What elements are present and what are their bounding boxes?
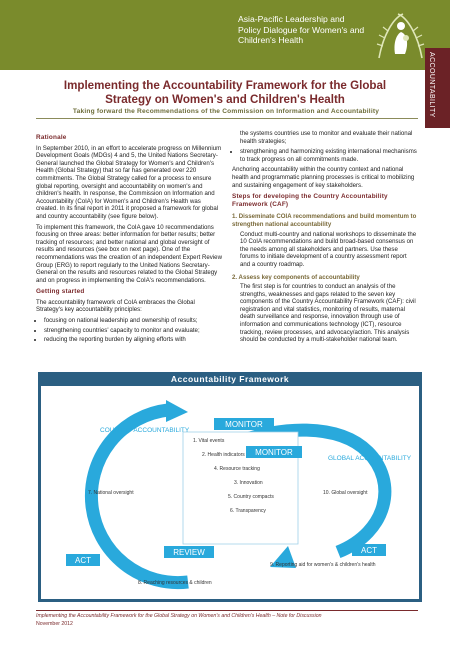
step-2-heading: 2. Assess key components of accountability: [232, 273, 360, 281]
footer-note: Implementing the Accountability Framework for the Global Strategy on Women's and Children's Health – Note for Discussion: [36, 613, 322, 619]
rationale-heading: Rationale: [36, 134, 67, 141]
step-1-text: Conduct multi-country and national workshops to disseminate the 10 CoIA recommendations and build broad-based consensus on the needs among all stakeholders and partners. Use these forums to initiate development of a country assessment report and a country roadmap.: [240, 230, 417, 268]
monitor-left-label: MONITOR: [225, 420, 263, 429]
framework-diagram: [38, 372, 422, 602]
step-1-heading: 1. Disseminate COIA recommendations and build momentum to strengthen national accountability: [232, 213, 417, 228]
title-divider: [36, 118, 418, 119]
review-label: REVIEW: [173, 548, 205, 557]
component-item: 7. National oversight: [88, 490, 134, 496]
side-tab-accountability: [425, 48, 450, 128]
component-item: 3. Innovation: [234, 480, 263, 486]
component-item: 4. Resource tracking: [214, 466, 260, 472]
getting-started-paragraph: The accountability framework of CoIA embraces the Global Strategy's key accountability principles:: [36, 298, 195, 314]
act-left-label: ACT: [75, 556, 91, 565]
country-accountability-label: COUNTRY ACCOUNTABILITY: [100, 427, 190, 434]
footer-divider: [36, 610, 418, 611]
component-item: 6. Transparency: [230, 508, 266, 514]
page-subtitle: Taking forward the Recommendations of the Commission on Information and Accountability: [72, 108, 380, 115]
mother-child-logo-icon: [373, 6, 428, 64]
list-item: • focusing on national leadership and ownership of results;: [44, 317, 222, 325]
side-tab-label: ACCOUNTABILITY: [428, 52, 435, 118]
monitor-right-label: MONITOR: [255, 448, 293, 457]
list-item: • strengthening and harmonizing existing international mechanisms to track progress on all commitments made.: [240, 148, 418, 163]
page-title: Implementing the Accountability Framework for the Global Strategy on Women's and Children's Health: [63, 79, 387, 106]
anchoring-paragraph: Anchoring accountability within the country context and national health and programmatic planning processes is critical to mobilizing and sustaining engagement of key stakeholders.: [232, 166, 415, 189]
left-column: [36, 130, 222, 347]
accountability-framework-figure: [38, 372, 422, 602]
component-item: 8. Reaching resources & children: [138, 580, 212, 586]
component-item: 5. Country compacts: [228, 494, 274, 500]
step-2-text: The first step is for countries to conduct an analysis of the strengths, weaknesses and gaps related to the seven key components of the Country Accountability Framework (CAF): civil registration and vital statistics, monitoring of results, maternal death surveillance and response, innovation through use of information and communications technology (ICT), resource tracking, review processes, and advocacy/action. This analysis should be conducted by a multi-stakeholder national team.: [240, 283, 416, 344]
component-item: 2. Health indicators: [202, 452, 245, 458]
steps-heading: Steps for developing the Country Accountability Framework (CAF): [232, 193, 388, 208]
principles-list: [36, 317, 222, 344]
getting-started-heading: Getting started: [36, 288, 85, 296]
rationale-paragraph-2: To implement this framework, the CoIA gave 10 recommendations focusing on three areas: better information for better results; better tracking of resources; and better national and global oversight of results and resources (see box on next page). One of the recommendations was the creation of an independent Expert Review Group (ERG) to report regularly to the United Nations Secretary-General on the results and resources related to the Global Strategy and on progress in implementing the CoIA's recommendations.: [36, 223, 222, 284]
rationale-paragraph-1: In September 2010, in an effort to accelerate progress on Millennium Development Goals (MDGs) 4 and 5, the United Nations Secretary-General launched the Global Strategy for Women's and Children's Health (Global Strategy) that so far has generated over 220 commitments. The Global Strategy called for a process to ensure global reporting, oversight and accountability on women's and children's health. In response, the Commission on Information and Accountability (CoIA) for Women's and Children's Health was created. In its final report in 2011 it proposed a framework for global and country accountability (see figure below).: [36, 144, 222, 220]
component-item: 9. Reporting aid for women's & children's health: [270, 562, 376, 568]
figure-title: Accountability Framework: [170, 374, 290, 384]
list-item: • reducing the reporting burden by aligning efforts with: [44, 336, 222, 344]
footer-date: November 2012: [36, 621, 73, 627]
act-right-label: ACT: [361, 546, 377, 555]
right-column: [232, 130, 418, 347]
component-item: 1. Vital events: [193, 438, 225, 444]
continued-bullet-text: the systems countries use to monitor and evaluate their national health strategies;: [240, 130, 413, 145]
list-item: • strengthening countries' capacity to monitor and evaluate;: [44, 327, 222, 335]
component-item: 10. Global oversight: [323, 490, 368, 496]
org-title: Asia-Pacific Leadership and Policy Dialogue for Women's and Children's Health: [238, 14, 365, 45]
global-accountability-label: GLOBAL ACCOUNTABILITY: [328, 455, 412, 462]
principles-list-continued: [232, 148, 418, 163]
